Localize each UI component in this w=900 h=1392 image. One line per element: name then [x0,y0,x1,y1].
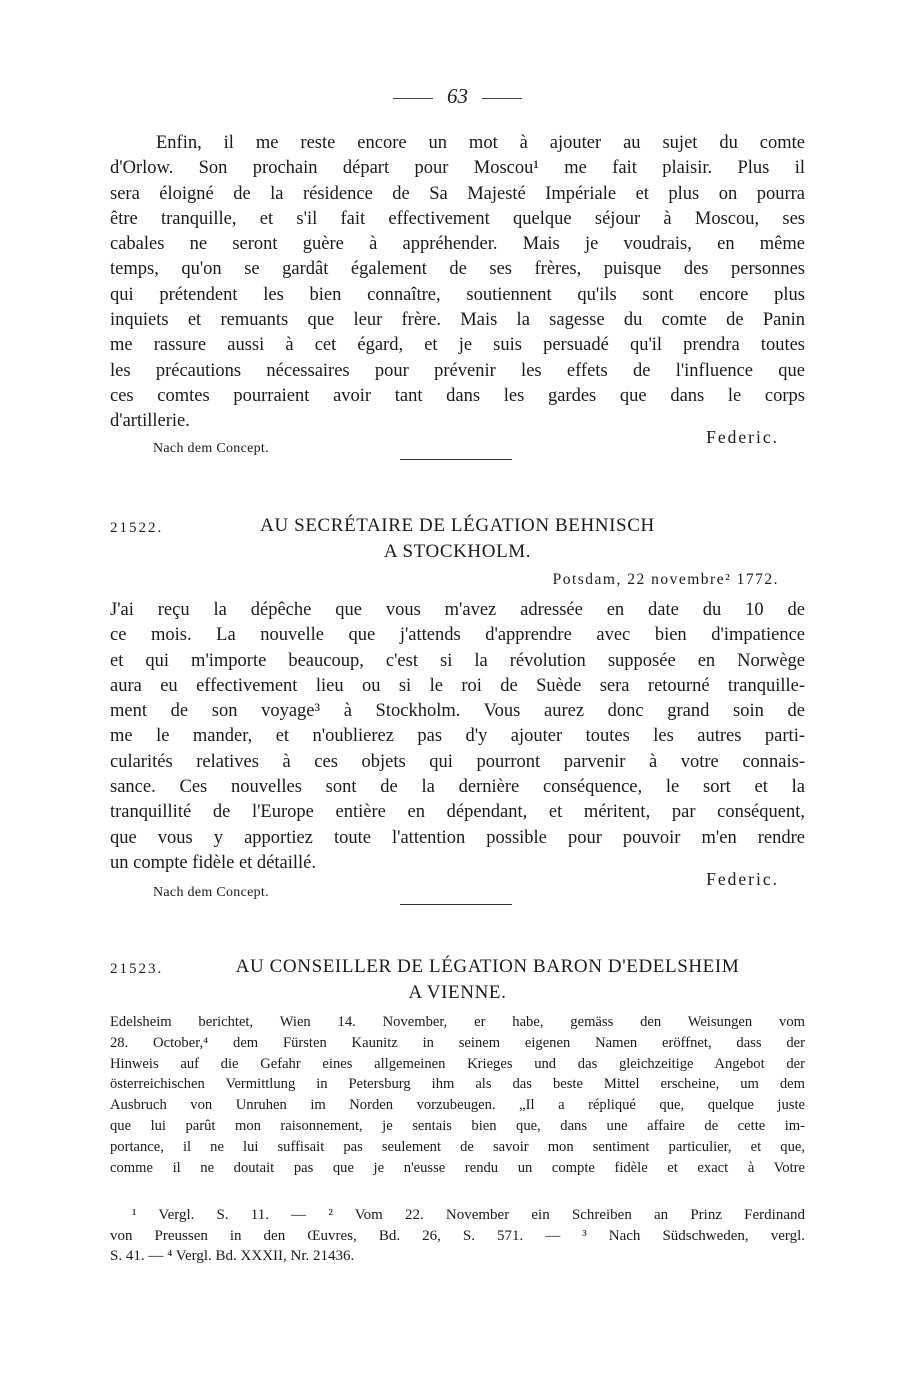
separator-rule [400,904,512,905]
prev-letter-body [110,131,805,435]
separator-rule [400,459,512,460]
text-line: inquiets et remuants que leur frère. Mais la sagesse du comte de Panin [110,310,805,331]
text-line: 28. October,⁴ dem Fürsten Kaunitz in seinem eigenen Namen eröffnet, dass der [110,1034,805,1051]
prev-letter-signature: Federic. [706,427,779,447]
footnote-line: S. 41. — ⁴ Vergl. Bd. XXXII, Nr. 21436. [110,1248,355,1264]
letter-title-line2: A STOCKHOLM. [383,541,532,562]
text-line: ces comtes pourraient avoir tant dans les gardes que dans le corps [110,385,805,406]
text-line: me le mander, et n'oublierez pas d'y ajouter toutes les autres parti- [110,726,805,747]
text-line: Edelsheim berichtet, Wien 14. November, er habe, gemäss den Weisungen vom [110,1014,805,1030]
text-line: J'ai reçu la dépêche que vous m'avez adressée en date du 10 de [110,600,805,620]
text-line: qui prétendent les bien connaître, soutiennent qu'ils sont encore plus [110,284,805,305]
text-line: sera éloigné de la résidence de Sa Majesté Impériale et plus on pourra [110,183,805,204]
letter-number: 21523. [110,961,164,977]
text-line: ment de son voyage³ à Stockholm. Vous aurez donc grand soin de [110,701,805,722]
text-line: être tranquille, et s'il fait effectivement quelque séjour à Moscou, ses [110,208,805,229]
text-line: me rassure aussi à cet égard, et je suis persuadé qu'il prendra toutes [110,335,805,356]
page-number-dash-left [393,98,433,99]
text-line: tranquillité de l'Europe entière en dépendant, et méritent, par conséquent, [110,802,805,823]
text-line: portance, il ne lui suffisait pas seulement de savoir mon sentiment particulier, et que, [110,1138,805,1155]
page-number-text: 63 [447,84,468,108]
letter-21522-signature: Federic. [706,869,779,889]
letter-title-line1: AU CONSEILLER DE LÉGATION BARON D'EDELSHEIM [235,956,740,977]
letter-title-line1: AU SECRÉTAIRE DE LÉGATION BEHNISCH [260,515,655,536]
text-line: que vous y apportiez toute l'attention possible pour pouvoir m'en rendre [110,827,805,848]
book-page [110,0,805,1392]
letter-21523-heading [110,954,805,1006]
prev-letter-source: Nach dem Concept. [153,441,269,456]
text-line: d'artillerie. [110,411,190,432]
footnote-line: von Preussen in den Œuvres, Bd. 26, S. 571. — ³ Nach Südschweden, vergl. [110,1227,805,1244]
text-line: Hinweis auf die Gefahr eines allgemeinen Krieges und das gleichzeitige Angebot der [110,1055,805,1072]
text-line: d'Orlow. Son prochain départ pour Moscou¹ me fait plaisir. Plus il [110,158,805,179]
letter-21523-regest [110,1012,805,1178]
page-number-dash-right [482,98,522,99]
text-line: cabales ne seront guère à appréhender. Mais je voudrais, en même [110,234,805,255]
text-line: ce mois. La nouvelle que j'attends d'apprendre avec bien d'impatience [110,625,805,646]
text-line: aura eu effectivement lieu ou si le roi de Suède sera retourné tranquille- [110,675,805,696]
text-line: Ausbruch von Unruhen im Norden vorzubeugen. „Il a répliqué que, quelque juste [110,1097,805,1114]
letter-21522-source: Nach dem Concept. [153,885,269,900]
page-number [110,84,805,109]
text-line: österreichischen Vermittlung in Petersburg ihm als das beste Mittel erscheine, um dem [110,1076,805,1093]
letter-21522-body [110,598,805,876]
text-line: Enfin, il me reste encore un mot à ajouter au sujet du comte [156,133,805,153]
text-line: sance. Ces nouvelles sont de la dernière conséquence, le sort et la [110,777,805,798]
text-line: un compte fidèle et détaillé. [110,852,316,873]
text-line: temps, qu'on se gardât également de ses frères, puisque des personnes [110,259,805,280]
text-line: et qui m'importe beaucoup, c'est si la révolution supposée en Norwège [110,650,805,671]
footnote-line: ¹ Vergl. S. 11. — ² Vom 22. November ein Schreiben an Prinz Ferdinand [132,1207,805,1223]
text-line: comme il ne doutait pas que je n'eusse rendu un compte fidèle et exact à Votre [110,1159,805,1176]
text-line: que lui parût mon raisonnement, je sentais bien que, dans une affaire de cette im- [110,1117,805,1134]
letter-21522-dateline: Potsdam, 22 novembre² 1772. [552,571,779,588]
footnotes [110,1205,805,1267]
letter-title-line2: A VIENNE. [408,982,507,1003]
text-line: cularités relatives à ces objets qui pourront parvenir à votre connais- [110,751,805,772]
letter-number: 21522. [110,520,164,536]
text-line: les précautions nécessaires pour prévenir les effets de l'influence que [110,360,805,381]
letter-21522-heading [110,513,805,565]
